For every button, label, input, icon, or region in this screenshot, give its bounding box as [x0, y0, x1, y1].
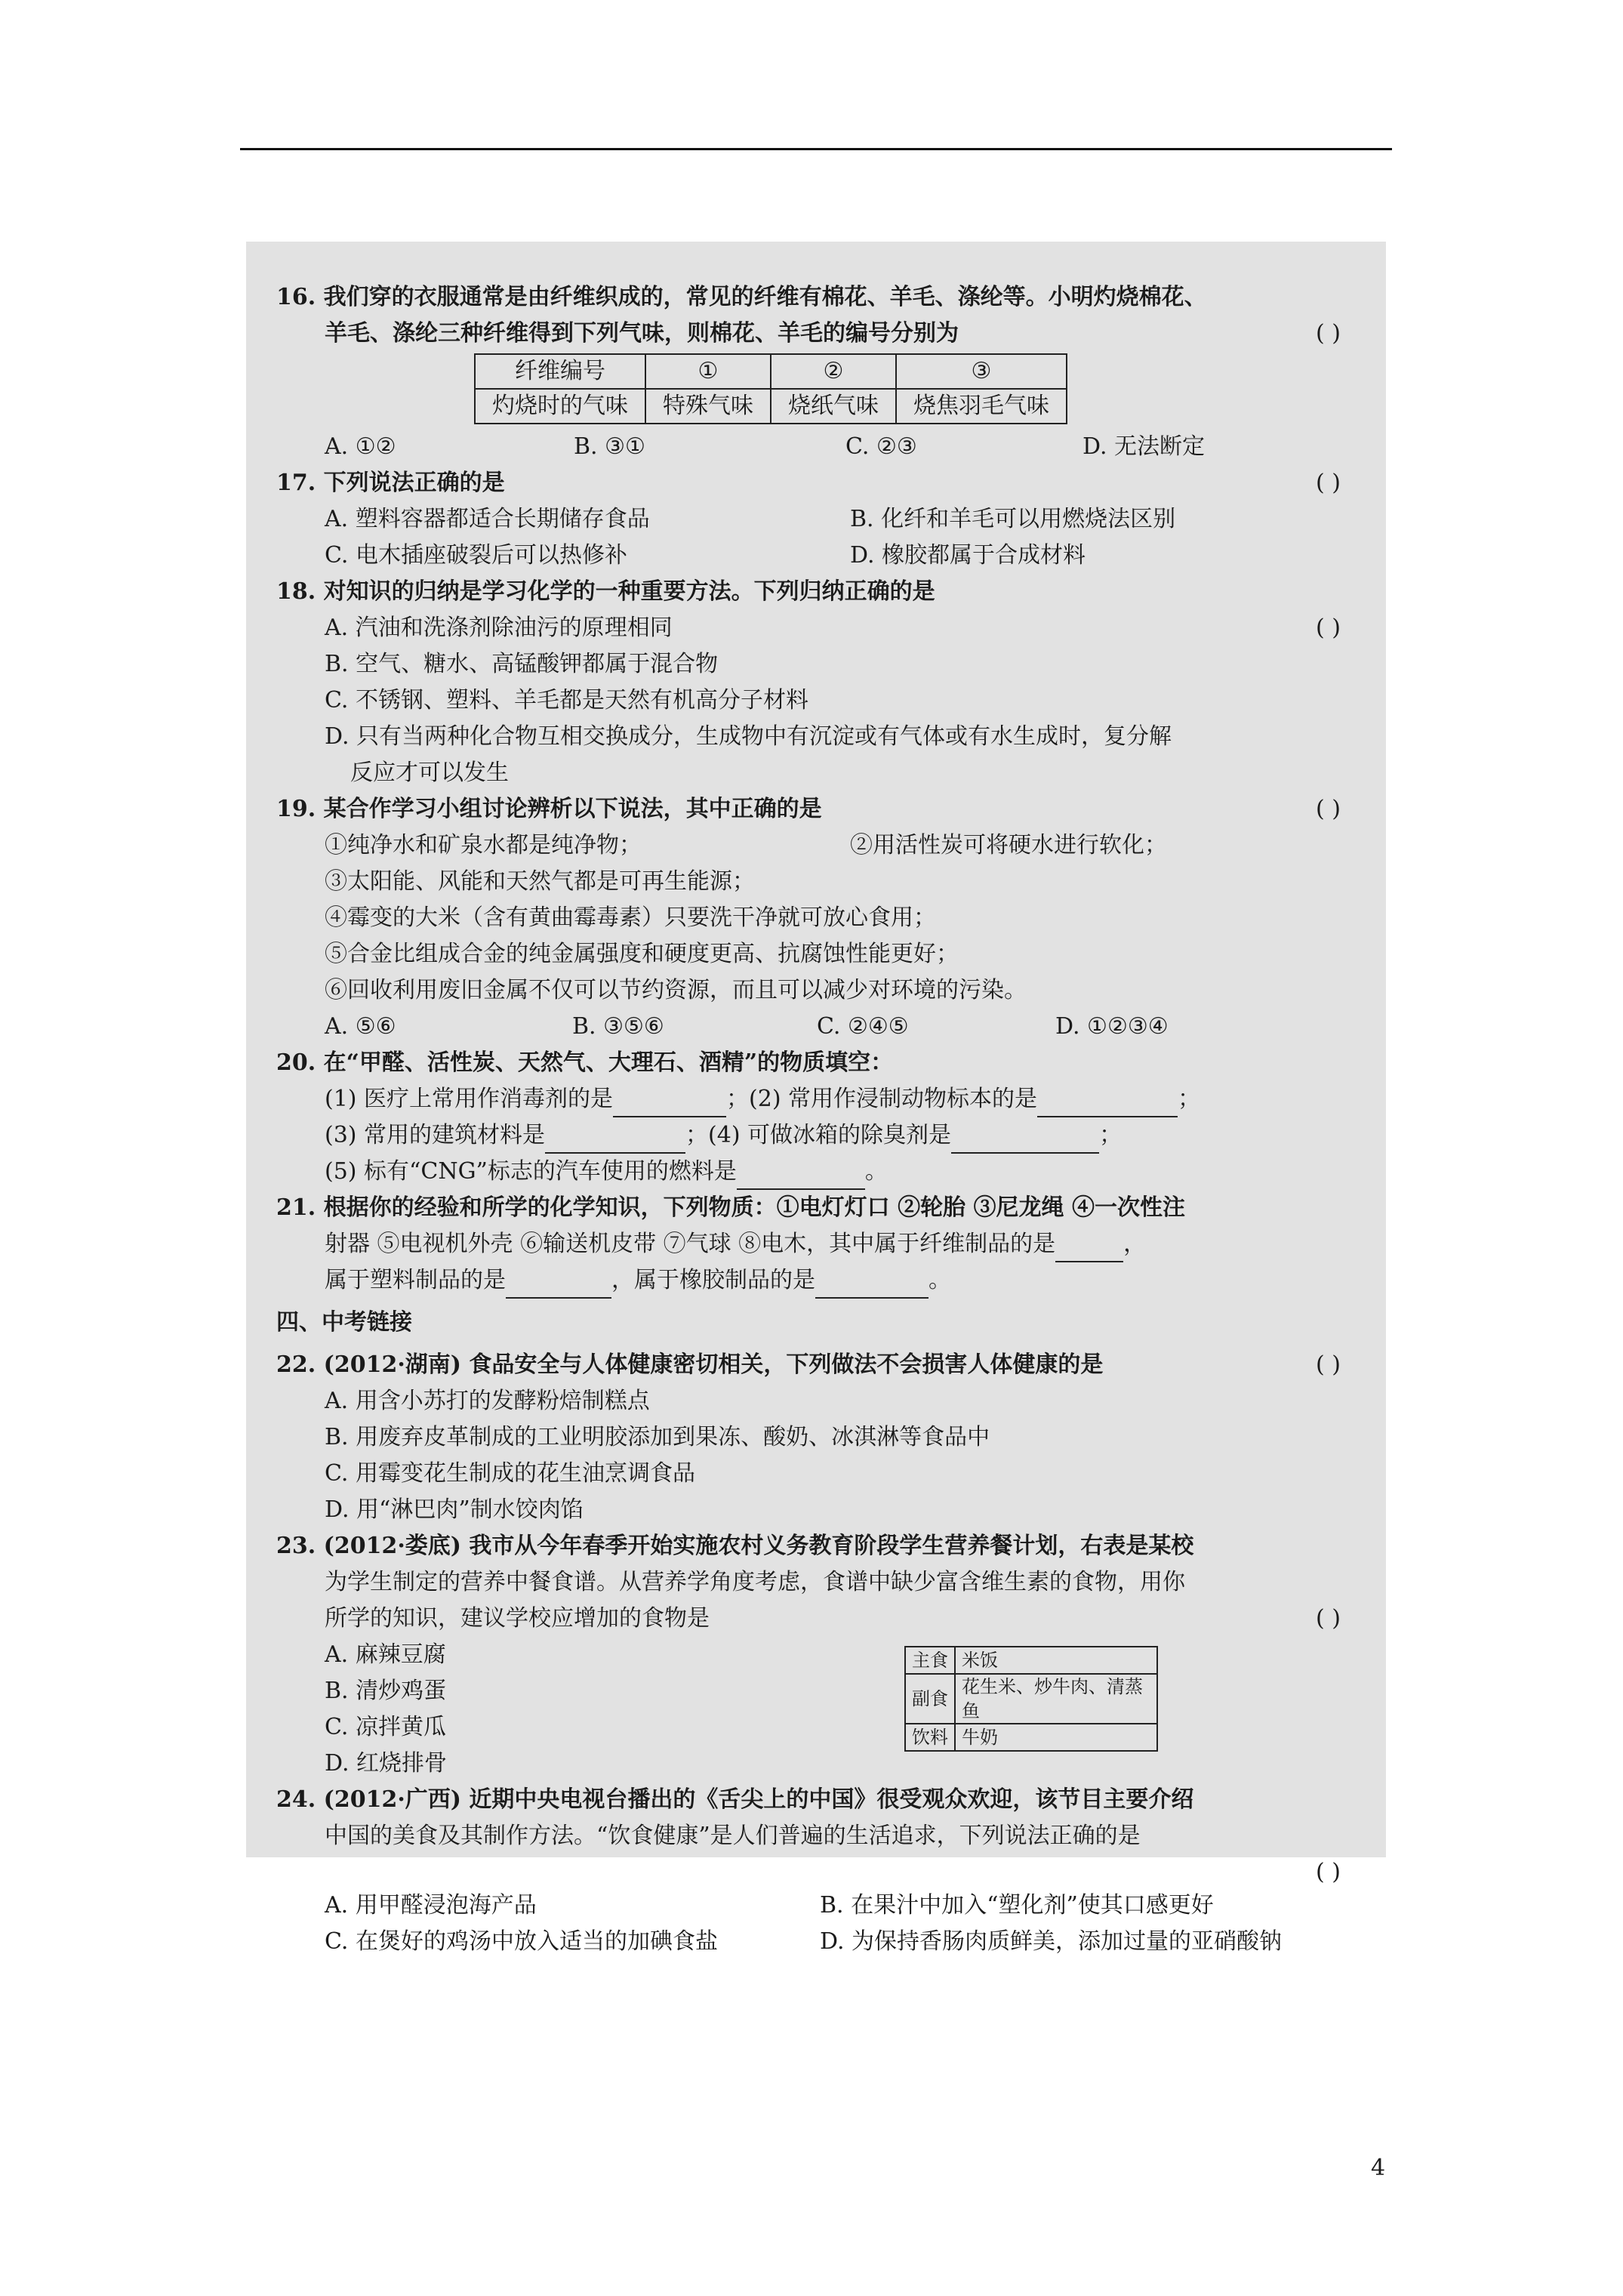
- q19-option-c: C. ②④⑤: [817, 1013, 909, 1040]
- q23-option-c: C. 凉拌黄瓜: [325, 1714, 446, 1740]
- q23-options-block: [276, 1637, 1356, 1782]
- q20-end: 。: [864, 1158, 888, 1185]
- q20-semi-2: ；: [1099, 1122, 1123, 1148]
- q19-options: [276, 1009, 1356, 1045]
- fiber-cell: 烧焦羽毛气味: [896, 389, 1067, 424]
- q19-paren: ( ): [1316, 796, 1341, 822]
- q20-row-5: [276, 1154, 1356, 1190]
- q17-stem-text: 17. 下列说法正确的是: [276, 470, 505, 496]
- fiber-cell: 灼烧时的气味: [475, 389, 645, 424]
- q21-line3-end: 。: [929, 1267, 951, 1293]
- q18-option-a-row: [276, 610, 1356, 646]
- q24-option-c: C. 在煲好的鸡汤中放入适当的加碘食盐: [325, 1928, 718, 1955]
- q21-line3: [276, 1262, 1356, 1299]
- q22-stem-text: 22. (2012·湖南) 食品安全与人体健康密切相关，下列做法不会损害人体健康的是: [276, 1351, 1104, 1378]
- fiber-row-2: [475, 389, 1067, 424]
- q17-option-a: A. 塑料容器都适合长期储存食品: [325, 506, 650, 532]
- q21-blank-plastic[interactable]: [506, 1273, 611, 1299]
- q17-row-ab: [276, 501, 1356, 538]
- fiber-cell: 烧纸气味: [771, 389, 896, 424]
- fiber-cell: ①: [645, 354, 771, 389]
- q17-paren: ( ): [1316, 470, 1341, 496]
- q17-option-b: B. 化纤和羊毛可以用燃烧法区别: [850, 506, 1176, 532]
- q23-line1: 23. (2012·娄底) 我市从今年春季开始实施农村义务教育阶段学生营养餐计划，右表是某校: [276, 1533, 1194, 1559]
- q20-part-5: (5) 标有“CNG”标志的汽车使用的燃料是: [325, 1158, 737, 1185]
- q19-stem-text: 19. 某合作学习小组讨论辨析以下说法，其中正确的是: [276, 796, 822, 822]
- q20-part-4: ；(4) 可做冰箱的除臭剂是: [685, 1122, 952, 1148]
- page-number: 4: [1371, 2155, 1386, 2181]
- fiber-cell: 特殊气味: [645, 389, 771, 424]
- menu-row: [905, 1647, 1157, 1674]
- q21-blank-fiber[interactable]: [1055, 1237, 1123, 1262]
- header-rule: [240, 148, 1392, 150]
- q16-option-b: B. ③①: [574, 433, 645, 460]
- q24-line1: 24. (2012·广西) 近期中央电视台播出的《舌尖上的中国》很受观众欢迎，该节目主要介绍: [276, 1786, 1194, 1813]
- q22-option-d: D. 用“淋巴肉”制水饺肉馅: [325, 1496, 584, 1523]
- q17-option-d: D. 橡胶都属于合成材料: [850, 542, 1086, 569]
- q16-options: [276, 429, 1356, 465]
- q23-option-d: D. 红烧排骨: [325, 1750, 448, 1777]
- q21-line3-a: 属于塑料制品的是: [325, 1267, 506, 1293]
- q18-option-b: B. 空气、糖水、高锰酸钾都属于混合物: [325, 651, 719, 677]
- q19-statement-5: ⑤合金比组成合金的纯金属强度和硬度更高、抗腐蚀性能更好；: [325, 941, 959, 967]
- menu-row: [905, 1674, 1157, 1724]
- q19-option-d: D. ①②③④: [1055, 1013, 1169, 1040]
- q19-statement-3: ③太阳能、风能和天然气都是可再生能源；: [325, 868, 755, 895]
- fiber-row-1: [475, 354, 1067, 389]
- q24-option-b: B. 在果汁中加入“塑化剂”使其口感更好: [820, 1892, 1214, 1918]
- q23-line3: [276, 1601, 1356, 1637]
- q19-row-12: [276, 827, 1356, 864]
- menu-value: 米饭: [955, 1647, 1157, 1674]
- q22-option-a: A. 用含小苏打的发酵粉焙制糕点: [325, 1388, 650, 1414]
- fiber-table: [474, 353, 1067, 424]
- q23-line3-text: 所学的知识，建议学校应增加的食物是: [325, 1605, 710, 1632]
- q24-paren-row: [276, 1854, 1356, 1888]
- q21-line3-b: ，属于橡胶制品的是: [611, 1267, 815, 1293]
- q16-line2: [276, 316, 1356, 352]
- menu-key: 副食: [905, 1674, 955, 1724]
- fiber-cell: ②: [771, 354, 896, 389]
- q17-option-c: C. 电木插座破裂后可以热修补: [325, 542, 627, 569]
- q19-statement-1: ①纯净水和矿泉水都是纯净物；: [325, 832, 642, 858]
- q21-line2-end: ，: [1123, 1231, 1147, 1257]
- menu-key: 主食: [905, 1647, 955, 1674]
- menu-value: 牛奶: [955, 1724, 1157, 1751]
- q19-statement-6: ⑥回收利用废旧金属不仅可以节约资源，而且可以减少对环境的污染。: [325, 977, 1027, 1003]
- q20-semi-1: ；: [1178, 1086, 1201, 1112]
- q23-line2: 为学生制定的营养中餐食谱。从营养学角度考虑，食谱中缺少富含维生素的食物，用你: [325, 1569, 1185, 1595]
- menu-value: 花生米、炒牛肉、清蒸鱼: [955, 1674, 1157, 1724]
- menu-table: [904, 1646, 1158, 1752]
- q19-option-a: A. ⑤⑥: [325, 1013, 396, 1040]
- q22-option-c: C. 用霉变花生制成的花生油烹调食品: [325, 1460, 695, 1487]
- q22-paren: ( ): [1316, 1351, 1341, 1378]
- q17-row-cd: [276, 538, 1356, 574]
- q21-line1: 21. 根据你的经验和所学的化学知识，下列物质：①电灯灯口 ②轮胎 ③尼龙绳 ④一次性注: [276, 1194, 1185, 1221]
- q19-stem: [276, 791, 1356, 827]
- q18-option-a: A. 汽油和洗涤剂除油污的原理相同: [325, 615, 673, 641]
- q24-option-d: D. 为保持香肠肉质鲜美，添加过量的亚硝酸钠: [820, 1928, 1283, 1955]
- q20-blank-3[interactable]: [545, 1128, 685, 1154]
- q16-paren: ( ): [1316, 320, 1341, 347]
- q20-blank-2[interactable]: [1037, 1092, 1178, 1117]
- q19-statement-2: ②用活性炭可将硬水进行软化；: [850, 832, 1167, 858]
- q23-paren: ( ): [1316, 1605, 1341, 1632]
- q20-part-1: (1) 医疗上常用作消毒剂的是: [325, 1086, 614, 1112]
- q24-option-a: A. 用甲醛浸泡海产品: [325, 1892, 537, 1918]
- q19-statement-4: ④霉变的大米（含有黄曲霉毒素）只要洗干净就可放心食用；: [325, 905, 936, 931]
- q21-blank-rubber[interactable]: [815, 1273, 929, 1299]
- q22-stem: [276, 1347, 1356, 1383]
- section-heading: 四、中考链接: [276, 1309, 412, 1336]
- q24-paren: ( ): [1316, 1859, 1341, 1885]
- q20-part-2: ；(2) 常用作浸制动物标本的是: [726, 1086, 1038, 1112]
- q20-blank-1[interactable]: [613, 1092, 726, 1117]
- q18-option-d-line1: D. 只有当两种化合物互相交换成分，生成物中有沉淀或有气体或有水生成时，复分解: [325, 723, 1172, 750]
- q23-option-a: A. 麻辣豆腐: [325, 1641, 446, 1668]
- q24-row-cd: [276, 1924, 1356, 1960]
- scanned-page: [246, 242, 1386, 1955]
- q18-paren: ( ): [1316, 615, 1341, 641]
- menu-row: [905, 1724, 1157, 1751]
- q20-stem: 20. 在“甲醛、活性炭、天然气、大理石、酒精”的物质填空：: [276, 1049, 894, 1076]
- q21-line2-text: 射器 ⑤电视机外壳 ⑥输送机皮带 ⑦气球 ⑧电木，其中属于纤维制品的是: [325, 1231, 1056, 1257]
- q19-option-b: B. ③⑤⑥: [572, 1013, 664, 1040]
- q16-line1: 16. 我们穿的衣服通常是由纤维织成的，常见的纤维有棉花、羊毛、涤纶等。小明灼烧棉花、: [276, 284, 1207, 310]
- q20-blank-4[interactable]: [951, 1128, 1099, 1154]
- q20-row-3-4: [276, 1117, 1356, 1154]
- q18-option-d-line2: 反应才可以发生: [350, 760, 509, 786]
- q22-option-b: B. 用废弃皮革制成的工业明胶添加到果冻、酸奶、冰淇淋等食品中: [325, 1424, 990, 1450]
- q16-line2-text: 羊毛、涤纶三种纤维得到下列气味，则棉花、羊毛的编号分别为: [325, 320, 959, 347]
- q18-stem: 18. 对知识的归纳是学习化学的一种重要方法。下列归纳正确的是: [276, 578, 935, 605]
- q16-option-d: D. 无法断定: [1083, 433, 1206, 460]
- q16-option-a: A. ①②: [325, 433, 396, 460]
- fiber-cell: ③: [896, 354, 1067, 389]
- q16-option-c: C. ②③: [845, 433, 917, 460]
- q20-blank-5[interactable]: [737, 1164, 865, 1190]
- q21-line2: [276, 1226, 1356, 1262]
- q24-row-ab: [276, 1888, 1356, 1924]
- menu-key: 饮料: [905, 1724, 955, 1751]
- q23-option-b: B. 清炒鸡蛋: [325, 1678, 447, 1704]
- q18-option-c: C. 不锈钢、塑料、羊毛都是天然有机高分子材料: [325, 687, 808, 713]
- fiber-cell: 纤维编号: [475, 354, 645, 389]
- q20-part-3: (3) 常用的建筑材料是: [325, 1122, 546, 1148]
- q20-row-1-2: [276, 1081, 1356, 1117]
- q24-line2: 中国的美食及其制作方法。“饮食健康”是人们普遍的生活追求，下列说法正确的是: [325, 1823, 1141, 1849]
- q17-stem: [276, 465, 1356, 501]
